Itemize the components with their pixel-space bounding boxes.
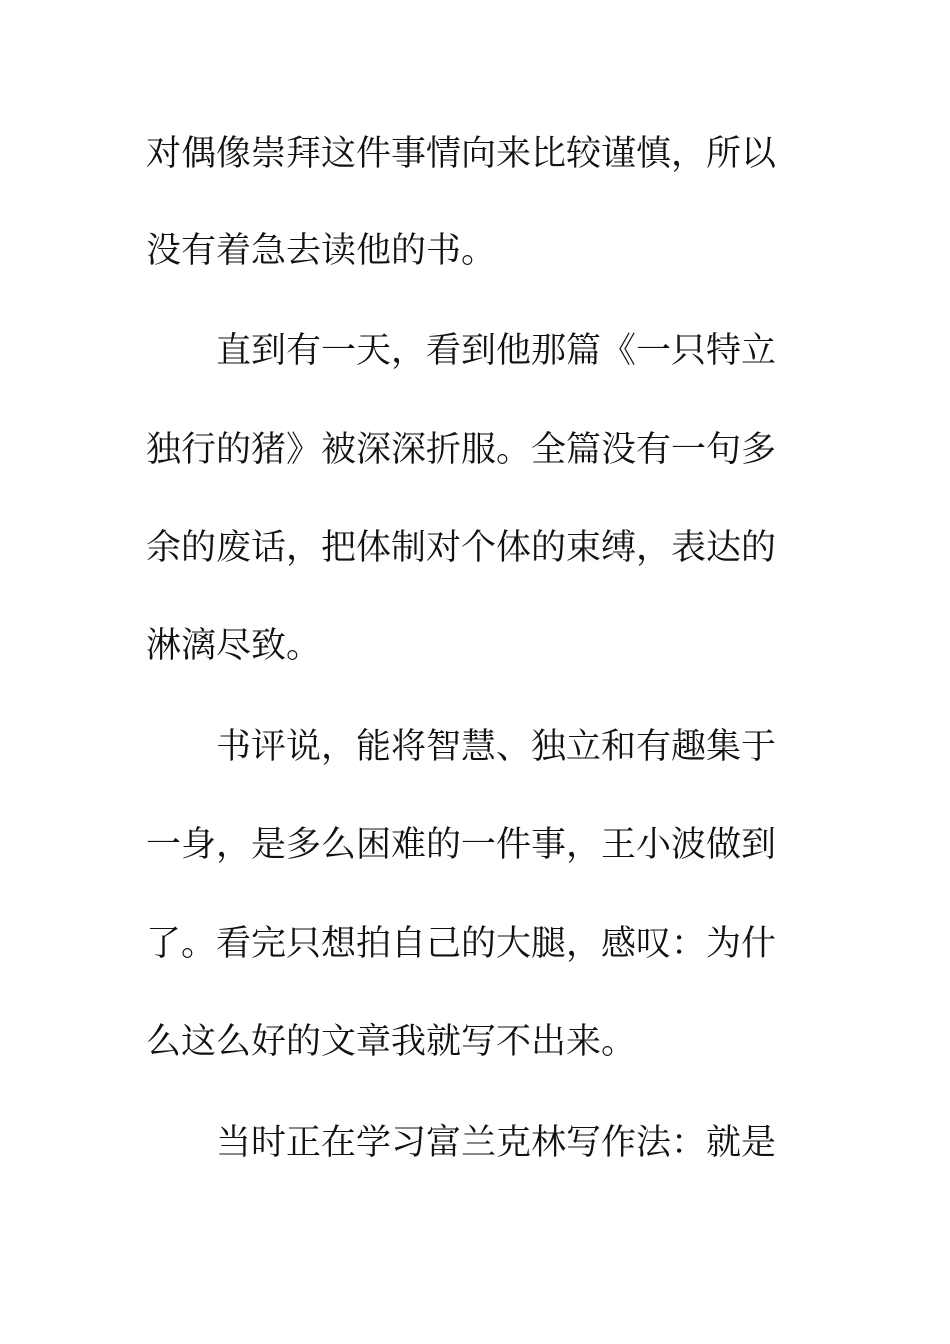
text-line: 淋漓尽致。 — [146, 626, 322, 666]
paragraph-first-line: 直到有一天，看到他那篇《一只特立 — [216, 331, 777, 371]
text-line: 没有着急去读他的书。 — [146, 231, 497, 271]
text-line: 了。看完只想拍自己的大腿，感叹：为什 — [146, 924, 777, 964]
text-line: 余的废话，把体制对个体的束缚，表达的 — [146, 528, 777, 568]
text-line: 么这么好的文章我就写不出来。 — [146, 1022, 637, 1062]
paragraph-first-line: 当时正在学习富兰克林写作法：就是 — [216, 1123, 777, 1163]
paragraph-first-line: 书评说，能将智慧、独立和有趣集于 — [216, 727, 777, 767]
text-line: 对偶像崇拜这件事情向来比较谨慎，所以 — [146, 134, 777, 174]
text-line: 一身，是多么困难的一件事，王小波做到 — [146, 825, 777, 865]
text-line: 独行的猪》被深深折服。全篇没有一句多 — [146, 430, 777, 470]
